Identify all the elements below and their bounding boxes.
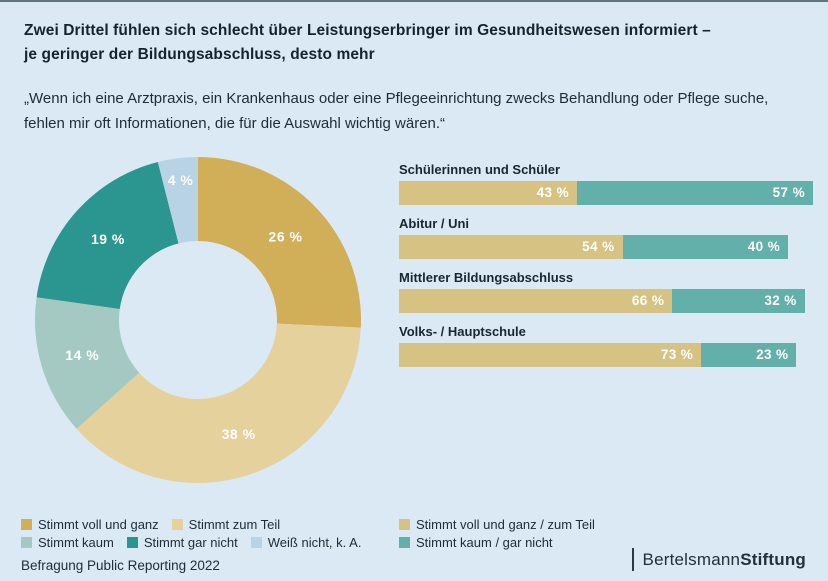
legend-swatch [172,519,183,530]
legend-swatch [399,537,410,548]
legend-item [251,535,362,550]
bar-group [399,216,813,259]
legend-label: Stimmt zum Teil [188,516,281,532]
bar-group [399,324,813,367]
legend-swatch [21,519,32,530]
stacked-bar [399,181,813,205]
bar-category-label: Schülerinnen und Schüler [399,162,561,177]
donut-value-label: 19 % [90,231,125,248]
bar-value-label: 54 % [582,239,615,254]
legend-item [399,517,595,532]
logo-text [643,550,806,570]
chart-title [24,19,814,67]
bar-segment-disagree [577,181,813,205]
donut-value-label: 4 % [167,172,194,189]
stacked-bar [399,235,813,259]
bar-segment-agree [399,181,577,205]
logo-brand-bold: Stiftung [740,549,806,569]
logo-divider [632,548,634,571]
quote-line2: fehlen mir oft Informationen, die für die Auswahl wichtig wären.“ [24,115,446,132]
legend-row [399,515,608,533]
legend-row [21,533,374,551]
quote-line1: „Wenn ich eine Arztpraxis, ein Krankenhaus oder eine Pflegeeinrichtung zwecks Behandlung oder Pflege suche, [24,90,769,107]
bar-segment-agree [399,343,701,367]
bar-category-label: Mittlerer Bildungsabschluss [399,270,574,285]
legend-bars [399,515,608,551]
chart-title-line2: je geringer der Bildungsabschluss, desto mehr [24,46,375,63]
legend-label: Stimmt kaum / gar nicht [416,534,553,550]
source-note: Befragung Public Reporting 2022 [21,558,220,573]
legend-row [399,533,608,551]
legend-row [21,515,374,533]
bar-segment-agree [399,289,672,313]
bar-segment-disagree [623,235,789,259]
donut-chart-container [28,150,368,490]
legend-donut [21,515,374,551]
donut-value-label: 14 % [65,347,100,364]
chart-subtitle-quote [24,86,814,136]
bertelsmann-stiftung-logo [632,548,806,571]
bar-value-label: 43 % [536,185,570,200]
legend-swatch [399,519,410,530]
legend-label: Stimmt kaum [38,534,114,550]
bar-segment-agree [399,235,623,259]
logo-brand: Bertelsmann [642,549,741,569]
bar-value-label: 57 % [772,185,805,200]
chart-title-line1: Zwei Drittel fühlen sich schlecht über Leistungserbringer im Gesundheitswesen informiert – [24,22,711,39]
legend-item [399,535,553,550]
bar-value-label: 32 % [764,293,797,308]
stacked-bar [399,289,813,313]
legend-swatch [21,537,32,548]
bar-segment-disagree [701,343,796,367]
legend-item [127,535,238,550]
bar-segment-disagree [672,289,804,313]
donut-chart [28,150,368,490]
legend-swatch [251,537,262,548]
legend-item [172,517,281,532]
bar-value-label: 23 % [756,347,789,362]
legend-label: Stimmt voll und ganz [38,516,159,532]
bar-group [399,270,813,313]
legend-label: Stimmt voll und ganz / zum Teil [416,516,595,532]
bar-value-label: 40 % [747,239,781,254]
bar-chart [399,162,813,378]
stacked-bar [399,343,813,367]
bar-value-label: 73 % [660,347,694,362]
legend-item [21,535,114,550]
legend-item [21,517,159,532]
legend-label: Stimmt gar nicht [143,534,238,550]
bar-category-label: Volks- / Hauptschule [399,324,526,339]
bar-group [399,162,813,205]
bar-value-label: 66 % [631,293,665,308]
donut-value-label: 38 % [221,426,256,442]
legend-swatch [127,537,138,548]
donut-value-label: 26 % [268,228,303,245]
bar-category-label: Abitur / Uni [399,216,470,231]
legend-label: Weiß nicht, k. A. [267,534,362,550]
